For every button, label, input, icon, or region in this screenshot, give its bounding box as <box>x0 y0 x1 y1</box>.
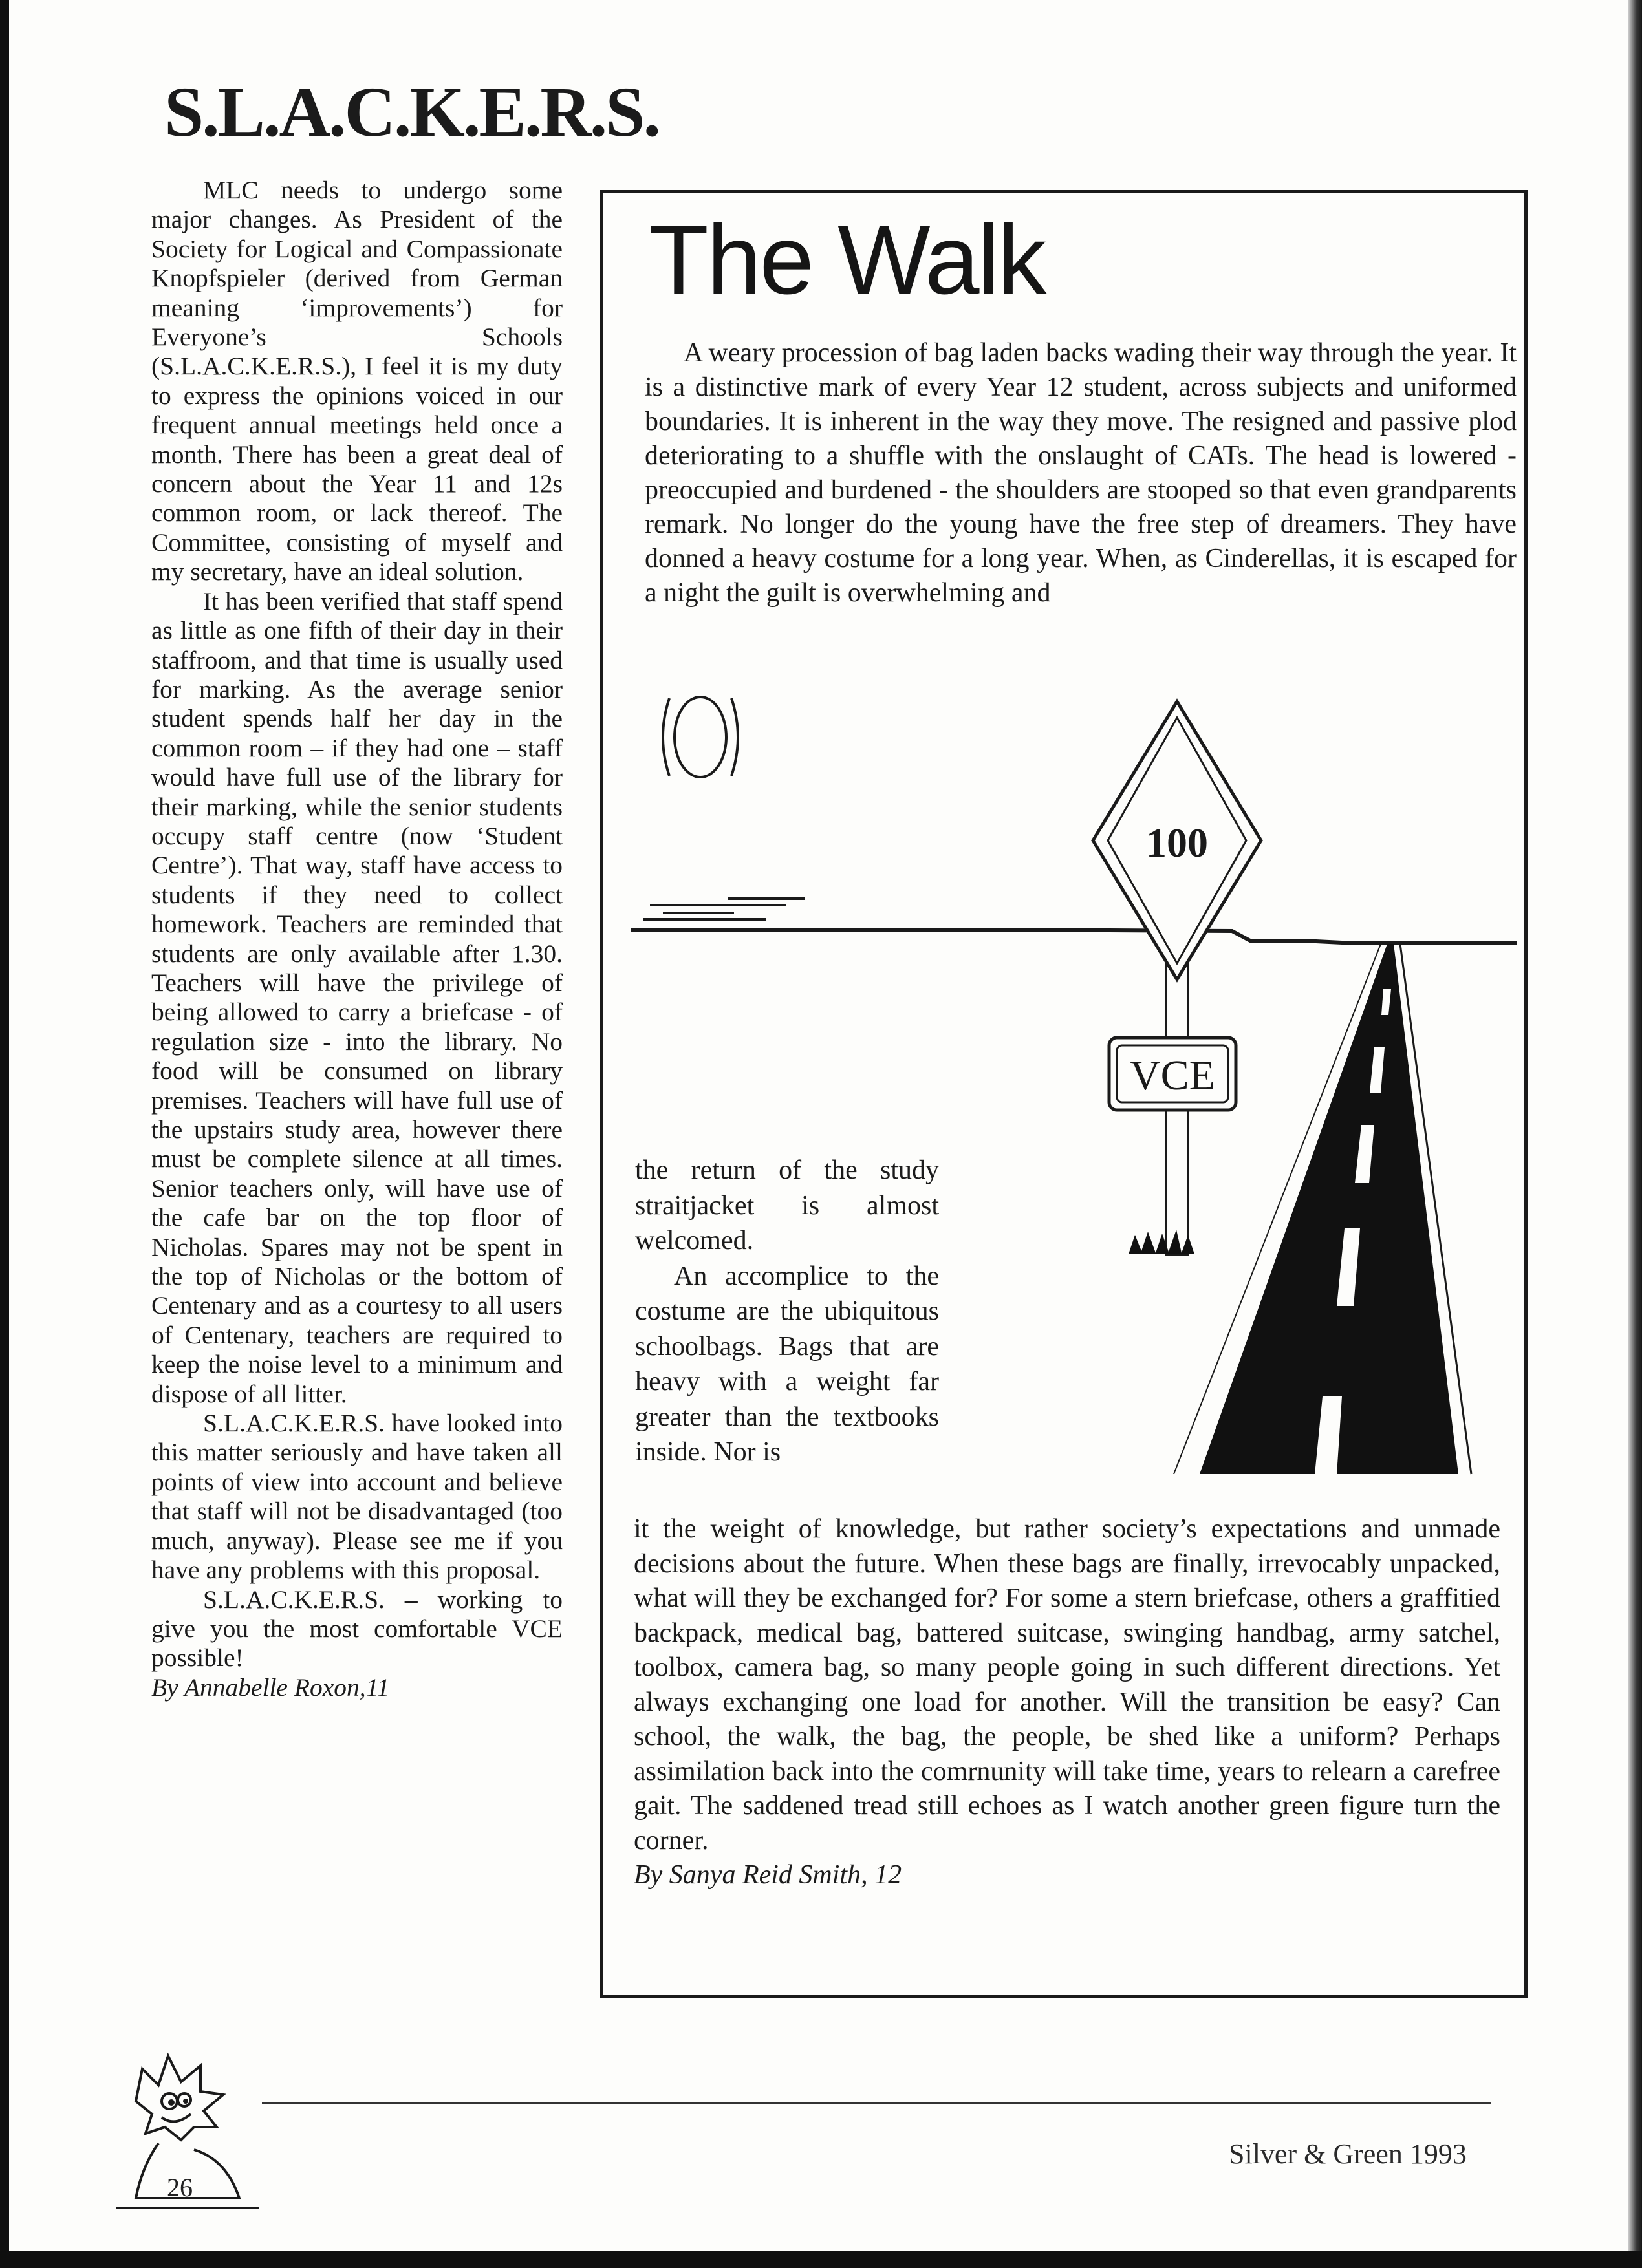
horizon-line <box>631 930 1517 943</box>
vce-sign-label: VCE <box>1130 1052 1215 1099</box>
walk-intro <box>645 336 1517 610</box>
speed-sign-value: 100 <box>1146 820 1208 866</box>
walk-paragraph: A weary procession of bag laden backs wading their way through the year. It is a distinctive mark of every Year 12 student, across subjects and uniformed boundaries. It is inherent in the way they move. The resigned and passive plod deteriorating to a shuffle with the onslaught of CATs. The head is lowered - preoccupied and burdened - the shoulders are stooped so that even grandparents remark. No longer do the young have the free step of dreamers. They have donned a heavy costume for a long year. When, as Cinderellas, it is escaped for a night the guilt is overwhelming and <box>645 338 1517 608</box>
road <box>1200 944 1458 1474</box>
walk-paragraph: the return of the study straitjacket is almost welcomed. <box>635 1155 939 1256</box>
publication-footer: Silver & Green 1993 <box>1229 2138 1467 2170</box>
page-edge-left <box>0 0 9 2268</box>
slackers-paragraph: MLC needs to undergo some major changes. As President of the Society for Logical and Compassionate Knopfspieler (derived from German meaning ‘improvements’) for Everyone’s Schools (S.L.A.C.K.E.R.S.), I feel it is my duty to express the opinions voiced in our frequent annual meetings held once a month. There has been a great deal of concern about the Year 11 and 12s common room, or lack thereof. The Committee, consisting of myself and my secretary, have an ideal solution. <box>151 176 563 586</box>
walk-wrapped-text <box>635 1153 939 1470</box>
page-edge-right <box>1628 0 1642 2268</box>
slackers-paragraph: S.L.A.C.K.E.R.S. – working to give you the most comfortable VCE possible! <box>151 1585 563 1673</box>
slackers-byline: By Annabelle Roxon,11 <box>151 1673 390 1702</box>
slackers-article <box>151 176 563 1702</box>
page-number: 26 <box>167 2173 193 2202</box>
walk-closing <box>634 1512 1500 1893</box>
slackers-paragraph: S.L.A.C.K.E.R.S. have looked into this matter seriously and have taken all points of view into account and believe that staff will not be disadvantaged (too much, anyway). Please see me if you have any problems with this proposal. <box>151 1409 563 1585</box>
wind-streaks <box>643 899 805 919</box>
slackers-paragraph: It has been verified that staff spend as little as one fifth of their day in their staffroom, and that time is usually used for marking. As the average senior student spends half her day in the common room – if they had one – staff would have full use of the library for their marking, while the senior students occupy staff centre (now ‘Student Centre’). That way, staff have access to students if they need to collect homework. Teachers are reminded that students are only available after 1.30. Teachers will have the privilege of being allowed to carry a briefcase - of regulation size - into the library. No food will be consumed on library premises. Teachers will have full use of the upstairs study area, however there must be complete silence at all times. Senior teachers only, will have use of the cafe bar on the top floor of Nicholas. Spares may not be spent in the top of Nicholas or the bottom of Centenary and as a courtesy to all users of Centenary, teachers are required to keep the noise level to a minimum and dispose of all litter. <box>151 586 563 1408</box>
footer-rule <box>262 2102 1491 2104</box>
vce-sign <box>1109 1038 1236 1110</box>
slackers-title: S.L.A.C.K.E.R.S. <box>164 72 659 151</box>
walk-title: The Walk <box>649 205 1045 315</box>
speed-sign <box>1093 701 1261 979</box>
page-edge-bottom <box>0 2251 1642 2268</box>
walk-byline: By Sanya Reid Smith, 12 <box>634 1860 902 1890</box>
walk-paragraph: An accomplice to the costume are the ubiquitous schoolbags. Bags that are heavy with a weight far greater than the textbooks inside. Nor is <box>635 1261 939 1467</box>
walk-paragraph: it the weight of knowledge, but rather society’s expectations and unmade decisions about the future. When these bags are finally, irrevocably unpacked, what will they be exchanged for? For some a stern briefcase, others a graffitied backpack, medical bag, battered suitcase, swinging handbag, army satchel, toolbox, camera bag, so many people going in such different directions. Yet always exchanging one load for another. Will the transition be easy? Can school, the walk, the bag, the people, be shed like a uniform? Perhaps assimilation back into the comrnunity will take time, years to relearn a carefree gait. The saddened tread still echoes as I watch another green figure turn the corner. <box>634 1514 1500 1856</box>
sun-icon <box>663 697 738 777</box>
